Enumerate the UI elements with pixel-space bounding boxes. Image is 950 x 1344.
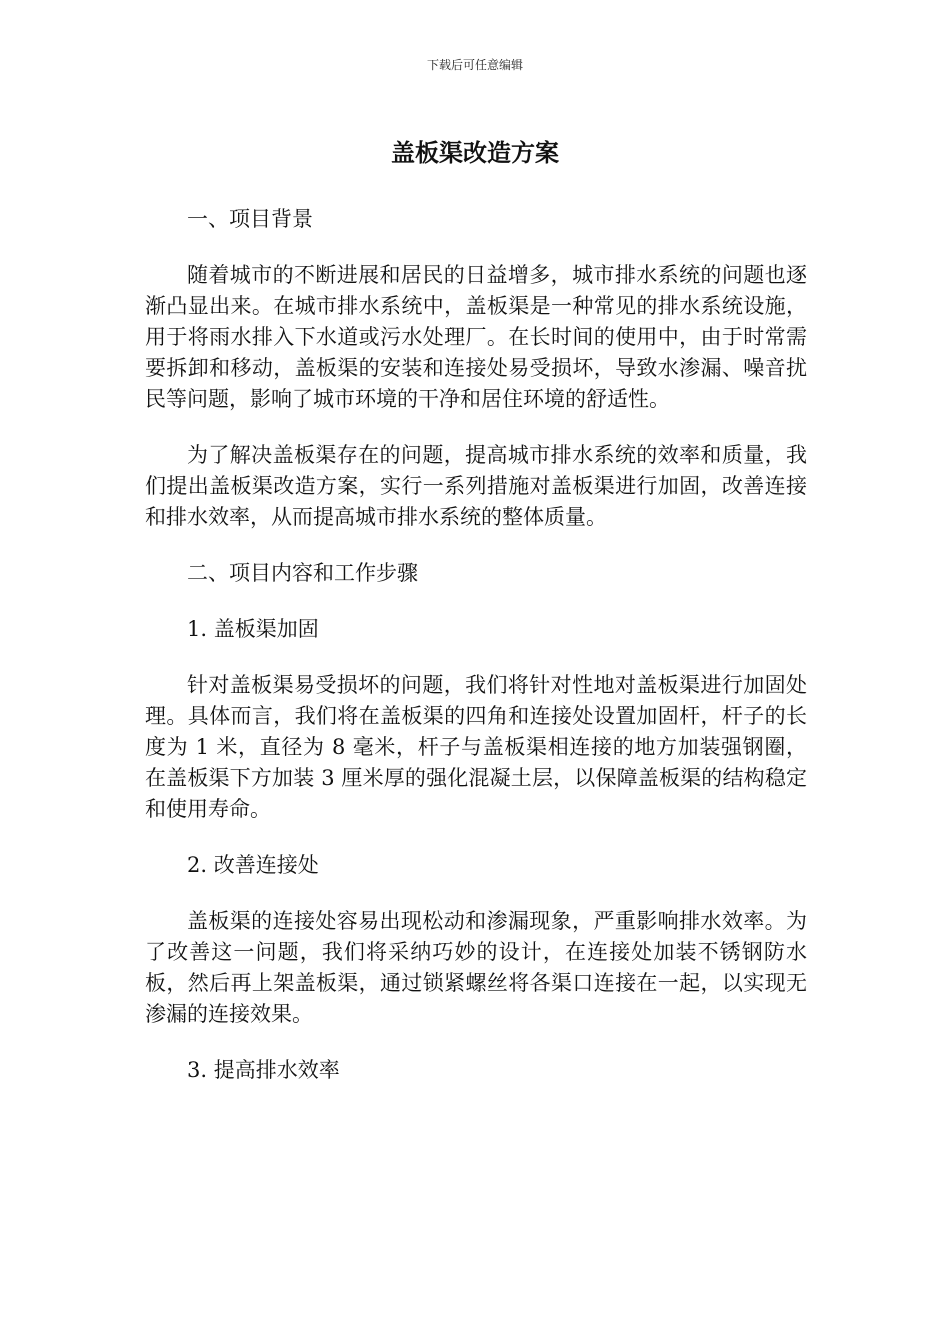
paragraph-background-1: 随着城市的不断进展和居民的日益增多，城市排水系统的问题也逐渐凸显出来。在城市排水系统中，盖板渠是一种常见的排水系统设施，用于将雨水排入下水道或污水处理厂。在长时间的使用中，由于时常需要拆卸和移动，盖板渠的安装和连接处易受损坏，导致水渗漏、噪音扰民等问题，影响了城市环境的干净和居住环境的舒适性。	[145, 263, 807, 411]
paragraph-background-2: 为了解决盖板渠存在的问题，提高城市排水系统的效率和质量，我们提出盖板渠改造方案，实行一系列措施对盖板渠进行加固，改善连接和排水效率，从而提高城市排水系统的整体质量。	[145, 443, 807, 529]
document-title: 盖板渠改造方案	[391, 139, 559, 167]
item-heading-reinforcement: 1. 盖板渠加固	[187, 617, 319, 641]
paragraph-connection: 盖板渠的连接处容易出现松动和渗漏现象，严重影响排水效率。为了改善这一问题，我们将采纳巧妙的设计，在连接处加装不锈钢防水板，然后再上架盖板渠，通过锁紧螺丝将各渠口连接在一起，以实现无渗漏的连接效果。	[145, 909, 807, 1026]
section-heading-background: 一、项目背景	[187, 207, 313, 231]
item-heading-drainage: 3. 提高排水效率	[187, 1058, 340, 1082]
document-body	[145, 204, 807, 1111]
item-heading-connection: 2. 改善连接处	[187, 853, 319, 877]
section-heading-content: 二、项目内容和工作步骤	[187, 561, 418, 585]
paragraph-reinforcement: 针对盖板渠易受损坏的问题，我们将针对性地对盖板渠进行加固处理。具体而言，我们将在盖板渠的四角和连接处设置加固杆，杆子的长度为 1 米，直径为 8 毫米，杆子与盖板渠相连接的地方加装强钢圈，在盖板渠下方加装 3 厘米厚的强化混凝土层，以保障盖板渠的结构稳定和使用寿命。	[145, 673, 807, 821]
header-note: 下载后可任意编辑	[426, 58, 523, 72]
